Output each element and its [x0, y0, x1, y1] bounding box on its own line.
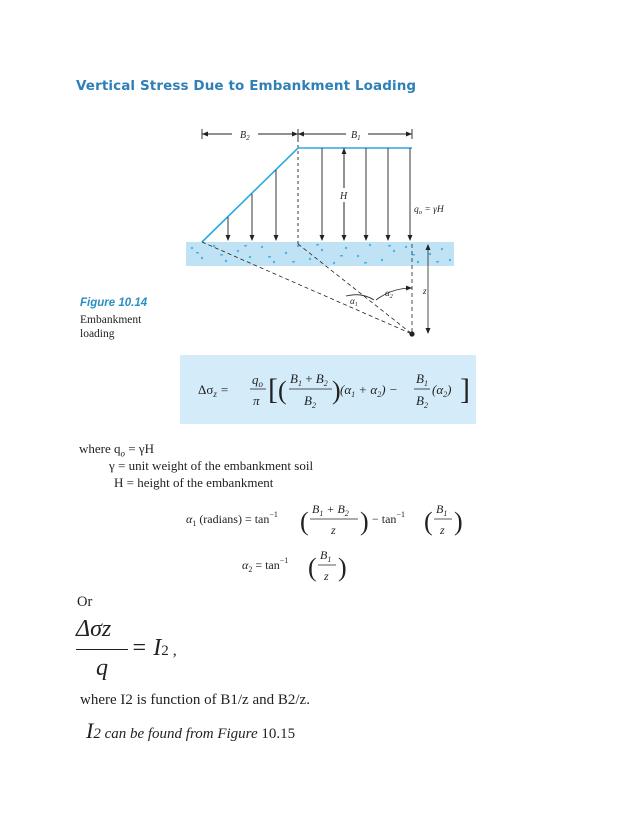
caption-line: Embankment: [80, 314, 142, 326]
where-line-2: γ = unit weight of the embankment soil: [109, 458, 314, 473]
z-label: z: [423, 286, 427, 296]
figure-label: Figure 10.14: [80, 297, 148, 309]
right-paren: ): [332, 376, 341, 405]
dimension-lines: [202, 129, 412, 244]
where-line-3: H = height of the embankment: [114, 475, 274, 490]
main-equation: [180, 355, 476, 424]
svg-text:α2 = tan−1: $\alpha_2 = \tan^{-1}$: [242, 556, 289, 574]
left-bracket: [: [268, 373, 278, 406]
right-bracket: ]: [460, 373, 470, 406]
svg-text:B1: $B_1$: [436, 502, 448, 518]
figure-caption: [80, 313, 190, 341]
caption-line: loading: [80, 328, 115, 340]
svg-text:B1 + B2: $B_1 + B_2$: [312, 502, 349, 518]
alpha1-equation: [180, 492, 480, 546]
svg-text:B2: $B_2$: [416, 393, 428, 410]
ratio-rhs: = I2 ,: [131, 635, 177, 661]
svg-text:(: (: [300, 507, 309, 536]
ratio-denominator: q: [96, 655, 108, 681]
svg-text:B1: $B_1$: [320, 548, 332, 564]
embankment-diagram: [180, 120, 480, 345]
svg-text:qo: $q_o$: [252, 372, 263, 389]
main-equation-box: [180, 355, 476, 424]
svg-text:π: π: [253, 393, 260, 408]
alpha2-label: $\alpha_2$: [385, 288, 393, 300]
height-label: H: [340, 191, 348, 202]
point-marker: [409, 331, 414, 336]
svg-text:B2: $B_2$: [304, 393, 316, 410]
load-label: $q_o = \gamma H$: [414, 205, 444, 216]
svg-text:z: z: [440, 523, 445, 537]
embankment-outline: [202, 148, 412, 242]
svg-text:(α1 + α2) −: $(\alpha_1 + \alpha_2)$ −: [340, 382, 398, 399]
svg-text:z: z: [324, 569, 329, 583]
svg-text:α1 (radians) = tan−1: $\alpha_1$ (radians) = $\tan^{-1}$: [186, 510, 278, 528]
load-arrows: [228, 148, 410, 238]
svg-text:(: (: [424, 507, 433, 536]
alpha2-equation: [232, 540, 362, 592]
svg-text:z: z: [331, 523, 336, 537]
svg-text:B1: $B_1$: [416, 371, 428, 388]
ratio-numerator: Δσz: [76, 616, 112, 642]
svg-text:Δσz=: $\Delta\sigma_z$ =: [198, 382, 229, 399]
function-line: where I2 is function of B1/z and B2/z.: [80, 692, 310, 708]
svg-text:): ): [360, 507, 369, 536]
where-line-1: where $q_o = \gamma H$: [79, 441, 154, 459]
svg-text:(: (: [308, 553, 317, 582]
or-text: Or: [77, 594, 93, 610]
svg-text:− tan−1: − $\tan^{-1}$: [372, 510, 405, 526]
alpha1-label: $\alpha_1$: [350, 296, 358, 308]
figure-reference-line: I2 can be found from Figure 10.15: [86, 718, 296, 743]
page-title: Vertical Stress Due to Embankment Loading: [76, 78, 417, 94]
svg-text:B1 + B2: $B_1 + B_2$: [290, 371, 328, 388]
svg-text:): ): [338, 553, 347, 582]
dim-b1-label: $B_1$: [351, 130, 361, 142]
svg-text:): ): [454, 507, 463, 536]
fraction-bar: [76, 649, 128, 650]
dim-b2-label: $B_2$: [240, 130, 250, 142]
svg-text:(α2): $(\alpha_2)$: [432, 382, 452, 399]
left-paren: (: [278, 376, 287, 405]
